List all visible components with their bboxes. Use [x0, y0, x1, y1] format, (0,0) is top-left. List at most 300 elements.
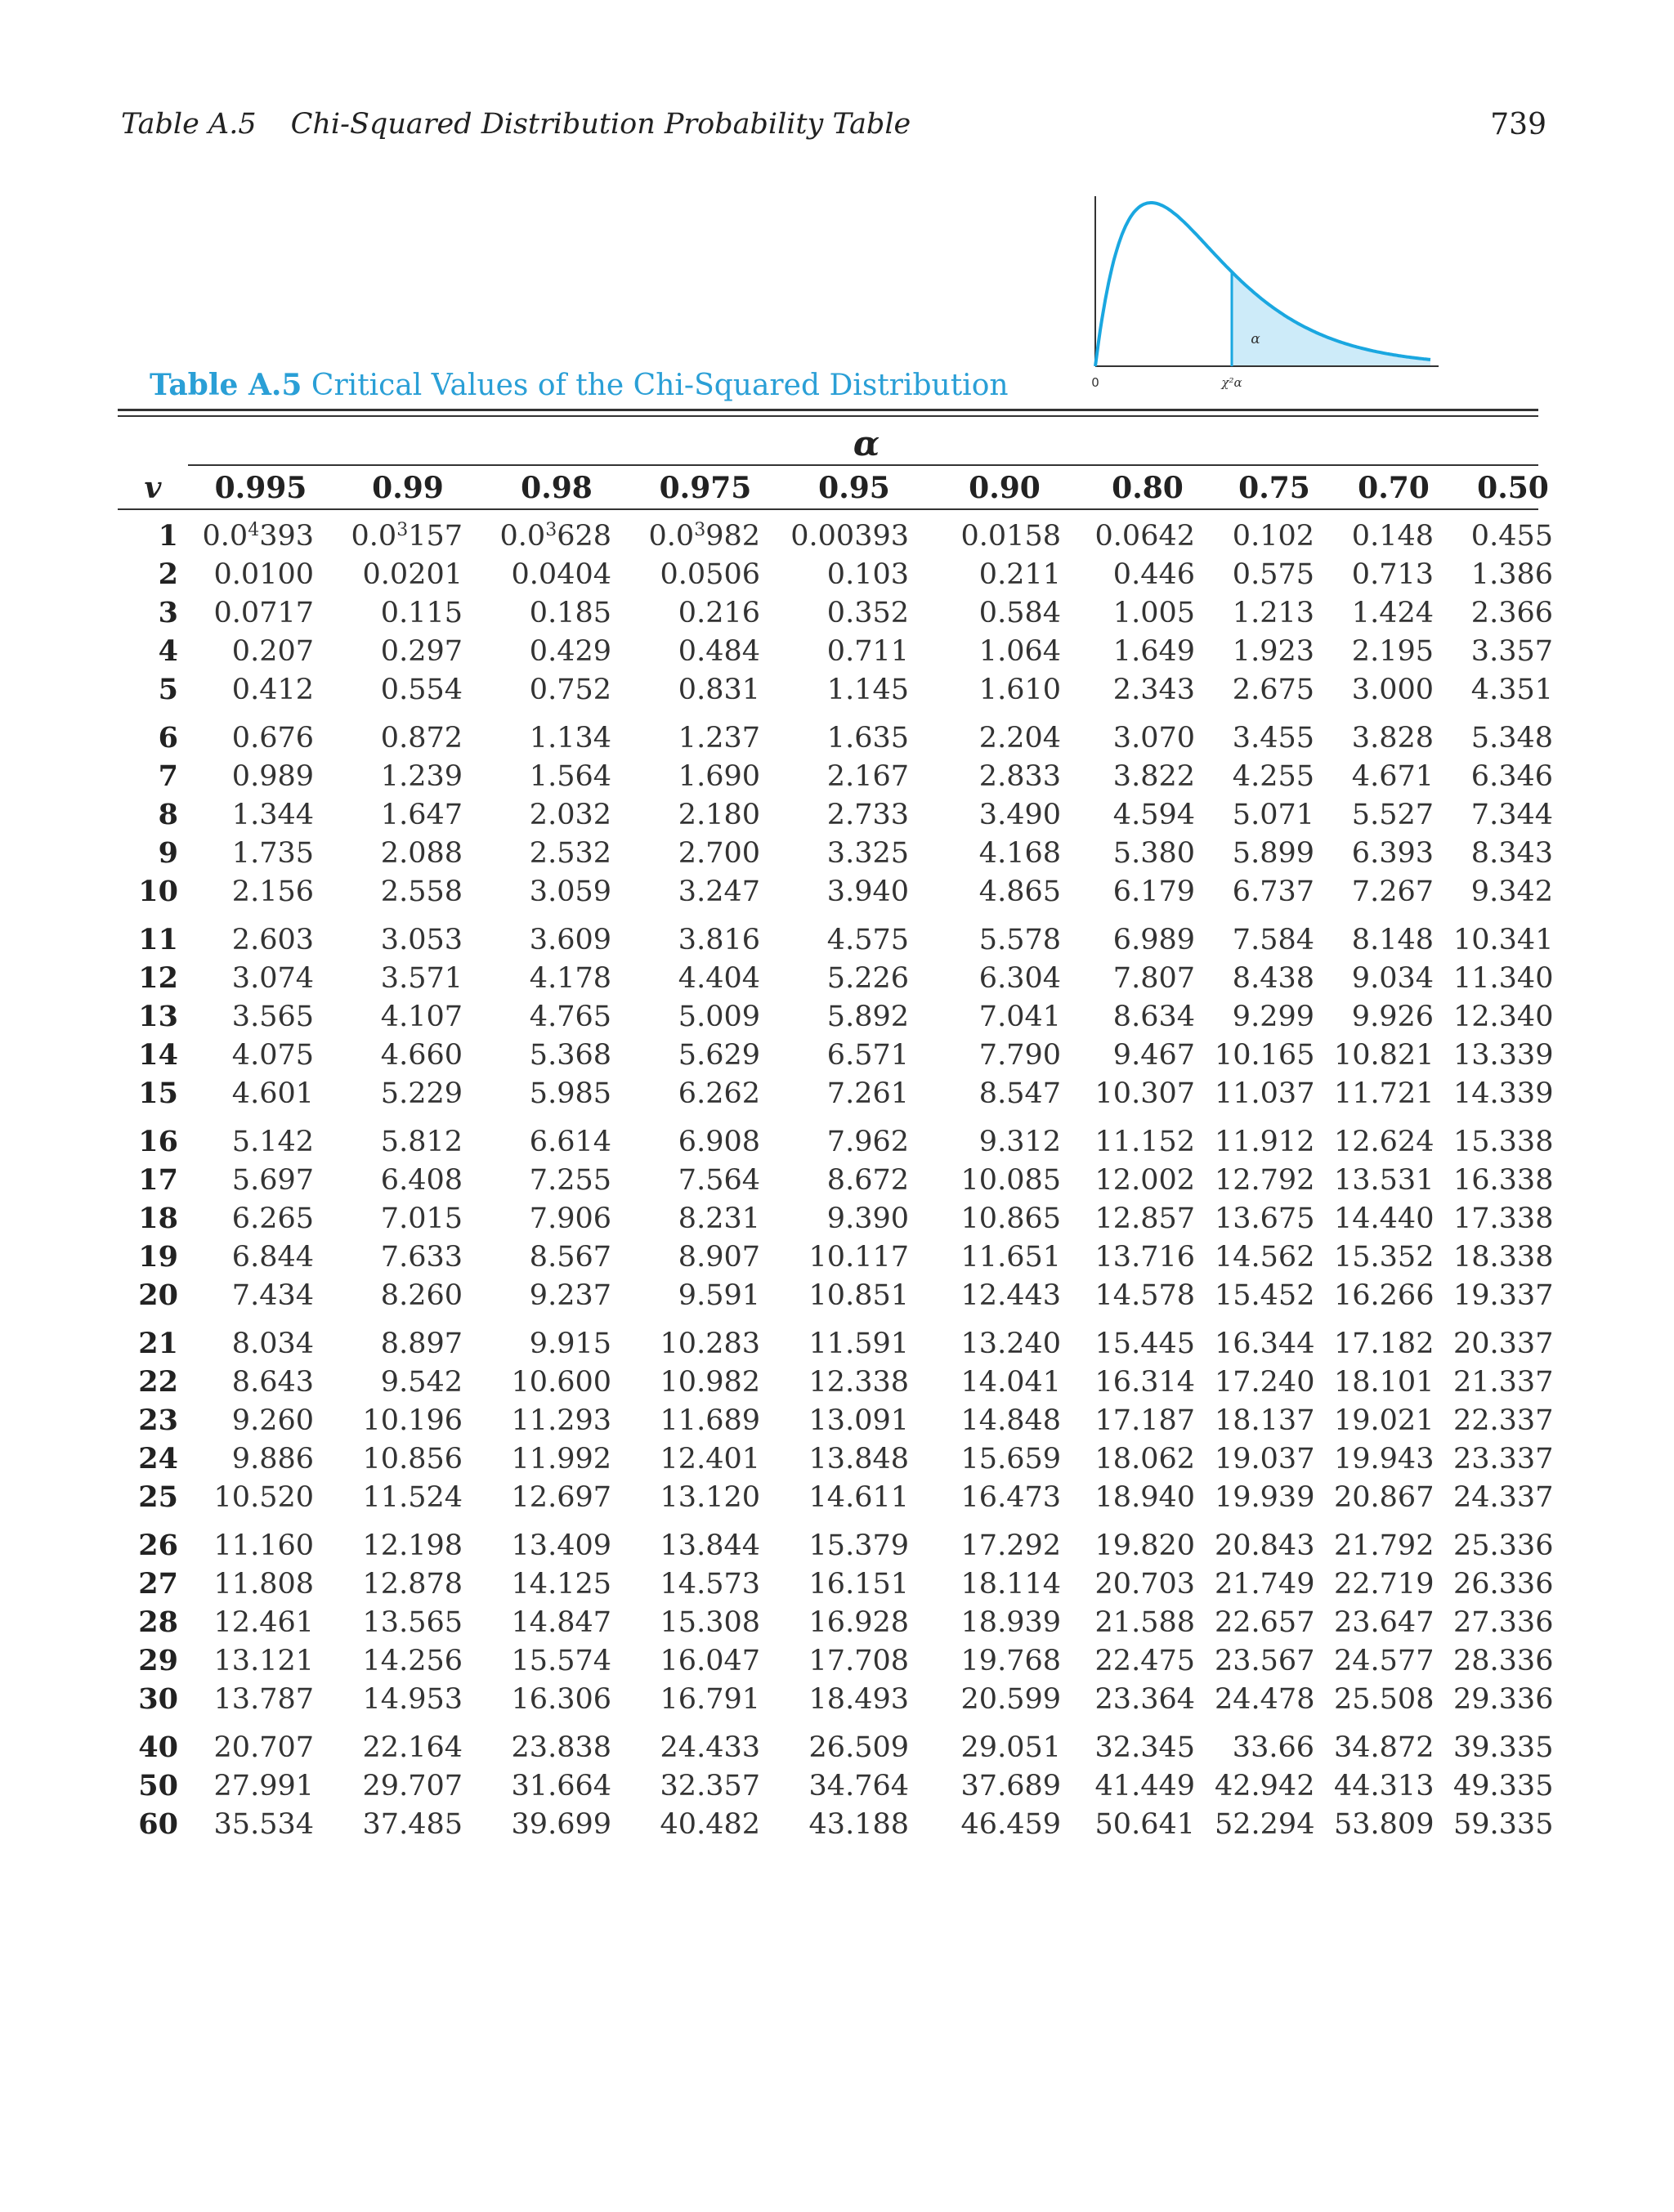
table-cell: 25.336: [1453, 1529, 1554, 1562]
degrees-of-freedom: 27: [138, 1567, 178, 1601]
table-row: [118, 593, 1573, 632]
table-cell: 1.064: [978, 634, 1061, 668]
table-cell: 0.584: [978, 596, 1061, 629]
table-cell: 8.231: [678, 1202, 760, 1235]
table-cell: 43.188: [808, 1807, 909, 1841]
degrees-of-freedom: 5: [158, 673, 178, 706]
table-cell: 12.443: [960, 1278, 1061, 1312]
table-cell: 11.721: [1334, 1077, 1435, 1110]
table-cell: 59.335: [1453, 1807, 1554, 1841]
table-cell: 19.021: [1334, 1404, 1435, 1437]
table-cell: 1.923: [1232, 634, 1314, 668]
table-cell: 17.338: [1453, 1202, 1554, 1235]
degrees-of-freedom: 4: [158, 634, 178, 668]
table-row: [118, 1324, 1573, 1363]
table-cell: 8.672: [826, 1163, 909, 1197]
table-cell: 2.204: [978, 721, 1061, 754]
degrees-of-freedom: 18: [138, 1202, 178, 1235]
table-cell: 18.493: [808, 1682, 909, 1716]
table-body: [118, 508, 1573, 1843]
table-cell: 23.567: [1215, 1644, 1315, 1677]
table-cell: 14.125: [511, 1567, 611, 1601]
table-cell: 8.634: [1112, 1000, 1195, 1033]
table-cell: 10.821: [1334, 1038, 1435, 1072]
table-cell: 20.867: [1334, 1480, 1435, 1514]
table-cell: 24.577: [1334, 1644, 1435, 1677]
degrees-of-freedom: 12: [138, 961, 178, 995]
table-cell: 46.459: [960, 1807, 1061, 1841]
table-cell: 11.808: [213, 1567, 314, 1601]
table-cell: 23.647: [1334, 1605, 1435, 1639]
table-cell: 8.034: [231, 1327, 314, 1360]
table-cell: 6.262: [678, 1077, 760, 1110]
table-cell: 13.531: [1334, 1163, 1435, 1197]
table-cell: 8.643: [231, 1365, 314, 1399]
table-cell: 15.452: [1215, 1278, 1315, 1312]
cell-base: 0.0: [648, 519, 695, 553]
table-cell: 27.991: [213, 1769, 314, 1802]
table-row: [118, 1161, 1573, 1199]
table-cell: 11.152: [1094, 1125, 1195, 1158]
table-cell: 12.624: [1334, 1125, 1435, 1158]
table-cell: 6.989: [1112, 923, 1195, 956]
table-cell: 5.380: [1112, 836, 1195, 870]
table-cell: 6.408: [380, 1163, 463, 1197]
table-cell: 9.915: [529, 1327, 611, 1360]
degrees-of-freedom: 23: [138, 1404, 178, 1437]
table-cell: 4.671: [1351, 759, 1434, 793]
table-cell: 3.828: [1351, 721, 1434, 754]
table-cell: 15.659: [960, 1442, 1061, 1475]
table-cell: 14.562: [1215, 1240, 1315, 1274]
table-cell: 10.307: [1094, 1077, 1195, 1110]
table-cell: 5.142: [231, 1125, 314, 1158]
table-cell: 11.912: [1215, 1125, 1315, 1158]
cell-exponent: 3: [545, 519, 557, 540]
table-cell: 14.578: [1094, 1278, 1195, 1312]
cell-exponent: 4: [248, 519, 260, 540]
table-cell: 4.594: [1112, 798, 1195, 831]
table-cell: 29.336: [1453, 1682, 1554, 1716]
table-cell: 7.255: [529, 1163, 611, 1197]
table-cell: 3.822: [1112, 759, 1195, 793]
table-cell: 0.0158: [960, 519, 1061, 553]
table-cell: 8.438: [1232, 961, 1314, 995]
table-cell: 10.856: [362, 1442, 463, 1475]
table-cell: 2.675: [1232, 673, 1314, 706]
degrees-of-freedom: 25: [138, 1480, 178, 1514]
degrees-of-freedom: 14: [138, 1038, 178, 1072]
table-cell: 19.337: [1453, 1278, 1554, 1312]
table-cell: 0.0642: [1094, 519, 1195, 553]
table-title: [150, 368, 1009, 402]
table-cell: 15.574: [511, 1644, 611, 1677]
cell-digits: 628: [557, 519, 611, 553]
table-cell: 52.294: [1215, 1807, 1315, 1841]
table-cell: 22.164: [362, 1731, 463, 1764]
table-cell: 13.120: [660, 1480, 760, 1514]
table-cell: 17.240: [1215, 1365, 1315, 1399]
table-cell: 1.005: [1112, 596, 1195, 629]
table-cell: 0.185: [529, 596, 611, 629]
table-cell: 0.00393: [790, 519, 909, 553]
table-cell: 11.293: [511, 1404, 611, 1437]
cell-digits: 157: [408, 519, 463, 553]
chi-squared-density-figure: [1087, 188, 1447, 401]
table-row: [118, 1074, 1573, 1122]
table-cell: 14.573: [660, 1567, 760, 1601]
table-cell: 24.478: [1215, 1682, 1315, 1716]
table-cell: 20.843: [1215, 1529, 1315, 1562]
table-cell: 10.851: [808, 1278, 909, 1312]
table-cell: 16.266: [1334, 1278, 1435, 1312]
table-cell: 10.520: [213, 1480, 314, 1514]
table-cell: 5.578: [978, 923, 1061, 956]
table-cell: 4.255: [1232, 759, 1314, 793]
table-cell: 26.336: [1453, 1567, 1554, 1601]
table-cell: 32.357: [660, 1769, 760, 1802]
table-row: [118, 1276, 1573, 1324]
table-row: [118, 959, 1573, 997]
table-cell: 8.260: [380, 1278, 463, 1312]
table-cell: 17.292: [960, 1529, 1061, 1562]
table-cell: 4.865: [978, 875, 1061, 908]
degrees-of-freedom: 60: [138, 1807, 178, 1841]
table-cell: 0.554: [380, 673, 463, 706]
table-row: [118, 1526, 1573, 1565]
table-cell: 12.340: [1453, 1000, 1554, 1033]
table-row: [118, 1401, 1573, 1440]
table-cell: 10.196: [362, 1404, 463, 1437]
table-cell: 1.647: [380, 798, 463, 831]
cell-base: 0.0: [499, 519, 546, 553]
table-cell: 20.703: [1094, 1567, 1195, 1601]
table-cell: 7.906: [529, 1202, 611, 1235]
degrees-of-freedom: 15: [138, 1077, 178, 1110]
table-cell: 39.699: [511, 1807, 611, 1841]
table-cell: 22.337: [1453, 1404, 1554, 1437]
table-cell: 23.838: [511, 1731, 611, 1764]
table-cell: 16.344: [1215, 1327, 1315, 1360]
table-cell: 0.0100: [213, 557, 314, 591]
table-cell: 4.404: [678, 961, 760, 995]
table-cell: 2.167: [826, 759, 909, 793]
cell-base: 0.0: [351, 519, 397, 553]
table-row: [118, 670, 1573, 719]
table-cell: 0.429: [529, 634, 611, 668]
cell-exponent: 3: [396, 519, 409, 540]
table-cell: 13.240: [960, 1327, 1061, 1360]
alpha-column-header: 0.70: [1358, 471, 1430, 505]
table-cell: 14.611: [808, 1480, 909, 1514]
table-cell: 37.689: [960, 1769, 1061, 1802]
table-cell: 34.764: [808, 1769, 909, 1802]
table-cell: 9.299: [1232, 1000, 1314, 1033]
table-cell: 1.239: [380, 759, 463, 793]
table-row: [118, 920, 1573, 959]
running-head-title: Chi-Squared Distribution Probability Table: [290, 108, 911, 141]
table-cell: 6.346: [1470, 759, 1553, 793]
table-cell: 41.449: [1094, 1769, 1195, 1802]
table-cell: 6.737: [1232, 875, 1314, 908]
table-cell: 4.601: [231, 1077, 314, 1110]
table-cell: 18.137: [1215, 1404, 1315, 1437]
table-cell: 0.484: [678, 634, 760, 668]
table-cell: 26.509: [808, 1731, 909, 1764]
table-cell: 9.886: [231, 1442, 314, 1475]
critical-value-label: χ²α: [1221, 375, 1242, 390]
table-cell: 6.908: [678, 1125, 760, 1158]
table-cell: 50.641: [1094, 1807, 1195, 1841]
table-row: [118, 1805, 1573, 1843]
table-cell: 3.490: [978, 798, 1061, 831]
table-cell: 13.716: [1094, 1240, 1195, 1274]
table-cell: 3.609: [529, 923, 611, 956]
table-cell: 10.165: [1215, 1038, 1315, 1072]
table-cell: 0.455: [1470, 519, 1553, 553]
alpha-group-rule: [188, 464, 1538, 466]
table-cell: 6.179: [1112, 875, 1195, 908]
table-cell: 10.982: [660, 1365, 760, 1399]
table-cell: 3.000: [1351, 673, 1434, 706]
table-cell: 7.584: [1232, 923, 1314, 956]
table-cell: 7.344: [1470, 798, 1553, 831]
table-cell: 0.412: [231, 673, 314, 706]
table-cell: 12.878: [362, 1567, 463, 1601]
table-cell: 6.393: [1351, 836, 1434, 870]
table-cell: 14.256: [362, 1644, 463, 1677]
table-cell: 9.312: [978, 1125, 1061, 1158]
table-cell: 3.325: [826, 836, 909, 870]
table-cell: 0.676: [231, 721, 314, 754]
table-cell: 16.791: [660, 1682, 760, 1716]
table-cell: 5.892: [826, 1000, 909, 1033]
degrees-of-freedom: 28: [138, 1605, 178, 1639]
table-cell: 22.475: [1094, 1644, 1195, 1677]
table-cell: 28.336: [1453, 1644, 1554, 1677]
table-cell: 10.341: [1453, 923, 1554, 956]
table-row: [118, 632, 1573, 670]
table-cell: 5.009: [678, 1000, 760, 1033]
table-cell: 21.588: [1094, 1605, 1195, 1639]
table-cell: 2.700: [678, 836, 760, 870]
table-cell: 0.713: [1351, 557, 1434, 591]
table-cell: 17.708: [808, 1644, 909, 1677]
alpha-group-header: α: [853, 423, 880, 463]
table-cell: 8.148: [1351, 923, 1434, 956]
table-row: [118, 795, 1573, 834]
table-cell: 34.872: [1334, 1731, 1435, 1764]
table-cell: 8.343: [1470, 836, 1553, 870]
table-cell: 0.711: [826, 634, 909, 668]
table-row: [118, 1238, 1573, 1276]
table-cell: 16.928: [808, 1605, 909, 1639]
table-cell: 13.848: [808, 1442, 909, 1475]
table-cell: 17.182: [1334, 1327, 1435, 1360]
table-cell: 6.304: [978, 961, 1061, 995]
table-cell: 5.229: [380, 1077, 463, 1110]
table-cell: 18.101: [1334, 1365, 1435, 1399]
table-cell: 4.168: [978, 836, 1061, 870]
degrees-of-freedom: 24: [138, 1442, 178, 1475]
table-cell: 5.368: [529, 1038, 611, 1072]
table-cell: 3.571: [380, 961, 463, 995]
table-cell: 16.338: [1453, 1163, 1554, 1197]
table-cell: 5.629: [678, 1038, 760, 1072]
table-cell: 13.787: [213, 1682, 314, 1716]
degrees-of-freedom: 19: [138, 1240, 178, 1274]
page-number: 739: [1490, 108, 1546, 141]
table-cell: 13.565: [362, 1605, 463, 1639]
table-cell: 22.719: [1334, 1567, 1435, 1601]
table-row: [118, 1122, 1573, 1161]
table-row: [118, 1565, 1573, 1603]
table-cell: 16.473: [960, 1480, 1061, 1514]
degrees-of-freedom: 16: [138, 1125, 178, 1158]
table-cell: 49.335: [1453, 1769, 1554, 1802]
table-cell: 39.335: [1453, 1731, 1554, 1764]
table-title-text: Critical Values of the Chi-Squared Distribution: [311, 369, 1009, 402]
degrees-of-freedom: 50: [138, 1769, 178, 1802]
table-cell: 3.074: [231, 961, 314, 995]
table-cell: 2.833: [978, 759, 1061, 793]
table-cell: 12.857: [1094, 1202, 1195, 1235]
degrees-of-freedom: 21: [138, 1327, 178, 1360]
table-cell: 12.461: [213, 1605, 314, 1639]
table-cell: 11.591: [808, 1327, 909, 1360]
table-row: [118, 1766, 1573, 1805]
table-cell: 9.467: [1112, 1038, 1195, 1072]
degrees-of-freedom: 30: [138, 1682, 178, 1716]
table-cell: 9.926: [1351, 1000, 1434, 1033]
table-cell: 6.571: [826, 1038, 909, 1072]
cell-exponent: 3: [694, 519, 706, 540]
table-cell: 35.534: [213, 1807, 314, 1841]
table-cell: 27.336: [1453, 1605, 1554, 1639]
table-cell: 3.070: [1112, 721, 1195, 754]
table-cell: 15.379: [808, 1529, 909, 1562]
table-cell: 4.075: [231, 1038, 314, 1072]
table-cell: 1.424: [1351, 596, 1434, 629]
table-cell: 4.660: [380, 1038, 463, 1072]
table-cell: 16.314: [1094, 1365, 1195, 1399]
origin-label: 0: [1091, 375, 1099, 390]
table-cell: 5.985: [529, 1077, 611, 1110]
table-cell: 12.338: [808, 1365, 909, 1399]
degrees-of-freedom: 17: [138, 1163, 178, 1197]
table-row: [118, 517, 1573, 555]
running-head: [121, 108, 911, 141]
top-rule: [118, 409, 1538, 411]
table-cell: 5.527: [1351, 798, 1434, 831]
table-cell: 1.690: [678, 759, 760, 793]
table-cell: 0.216: [678, 596, 760, 629]
table-cell: 9.342: [1470, 875, 1553, 908]
alpha-column-header: 0.90: [969, 471, 1041, 505]
table-cell: 7.962: [826, 1125, 909, 1158]
table-cell: 11.160: [213, 1529, 314, 1562]
table-row: [118, 719, 1573, 757]
table-cell: 16.306: [511, 1682, 611, 1716]
table-cell: 9.542: [380, 1365, 463, 1399]
table-cell: 18.338: [1453, 1240, 1554, 1274]
table-row: [118, 1680, 1573, 1728]
table-cell: 0.0506: [660, 557, 760, 591]
alpha-column-header: 0.995: [214, 471, 307, 505]
upper-tail-area: [1232, 273, 1430, 366]
table-row: [118, 1440, 1573, 1478]
table-cell: 0.207: [231, 634, 314, 668]
table-row: [118, 1641, 1573, 1680]
alpha-column-header: 0.95: [818, 471, 890, 505]
table-cell: 37.485: [362, 1807, 463, 1841]
table-cell: 4.178: [529, 961, 611, 995]
table-cell: 21.749: [1215, 1567, 1315, 1601]
table-cell: 1.610: [978, 673, 1061, 706]
table-cell: 6.265: [231, 1202, 314, 1235]
table-cell: 13.844: [660, 1529, 760, 1562]
table-cell: 3.053: [380, 923, 463, 956]
table-cell: 9.591: [678, 1278, 760, 1312]
degrees-of-freedom: 3: [158, 596, 178, 629]
table-cell: 7.807: [1112, 961, 1195, 995]
table-cell: 14.953: [362, 1682, 463, 1716]
table-cell: 12.002: [1094, 1163, 1195, 1197]
table-cell: 0.102: [1232, 519, 1314, 553]
cell-base: 0.0: [202, 519, 248, 553]
table-cell: 7.434: [231, 1278, 314, 1312]
table-cell: 2.180: [678, 798, 760, 831]
chi-squared-table: [118, 468, 1573, 1843]
table-cell: 19.943: [1334, 1442, 1435, 1475]
table-cell: 20.337: [1453, 1327, 1554, 1360]
table-cell: 3.247: [678, 875, 760, 908]
table-cell: 7.261: [826, 1077, 909, 1110]
table-row: [118, 1199, 1573, 1238]
table-cell: 2.032: [529, 798, 611, 831]
table-cell: 23.364: [1094, 1682, 1195, 1716]
table-cell: 14.440: [1334, 1202, 1435, 1235]
table-cell: 10.865: [960, 1202, 1061, 1235]
table-cell: 44.313: [1334, 1769, 1435, 1802]
table-cell: 7.267: [1351, 875, 1434, 908]
table-title-label: Table A.5: [150, 368, 302, 402]
table-cell: 11.340: [1453, 961, 1554, 995]
table-cell: 1.735: [231, 836, 314, 870]
degrees-of-freedom: 20: [138, 1278, 178, 1312]
table-cell: 13.409: [511, 1529, 611, 1562]
table-cell: 14.339: [1453, 1077, 1554, 1110]
table-cell: 8.897: [380, 1327, 463, 1360]
table-cell: 0.115: [380, 596, 463, 629]
table-cell: 53.809: [1334, 1807, 1435, 1841]
table-cell: 0.352: [826, 596, 909, 629]
table-cell: 0.752: [529, 673, 611, 706]
table-cell: 42.942: [1215, 1769, 1315, 1802]
table-cell: 16.151: [808, 1567, 909, 1601]
table-cell: 0.0201: [362, 557, 463, 591]
table-cell: 5.812: [380, 1125, 463, 1158]
table-cell-exponent: [482, 517, 631, 555]
alpha-column-header: 0.75: [1238, 471, 1310, 505]
table-cell-exponent: [333, 517, 482, 555]
table-cell: 5.899: [1232, 836, 1314, 870]
table-cell: 2.733: [826, 798, 909, 831]
table-cell: 3.357: [1470, 634, 1553, 668]
table-cell: 11.524: [362, 1480, 463, 1514]
table-cell: 8.547: [978, 1077, 1061, 1110]
table-cell: 14.848: [960, 1404, 1061, 1437]
